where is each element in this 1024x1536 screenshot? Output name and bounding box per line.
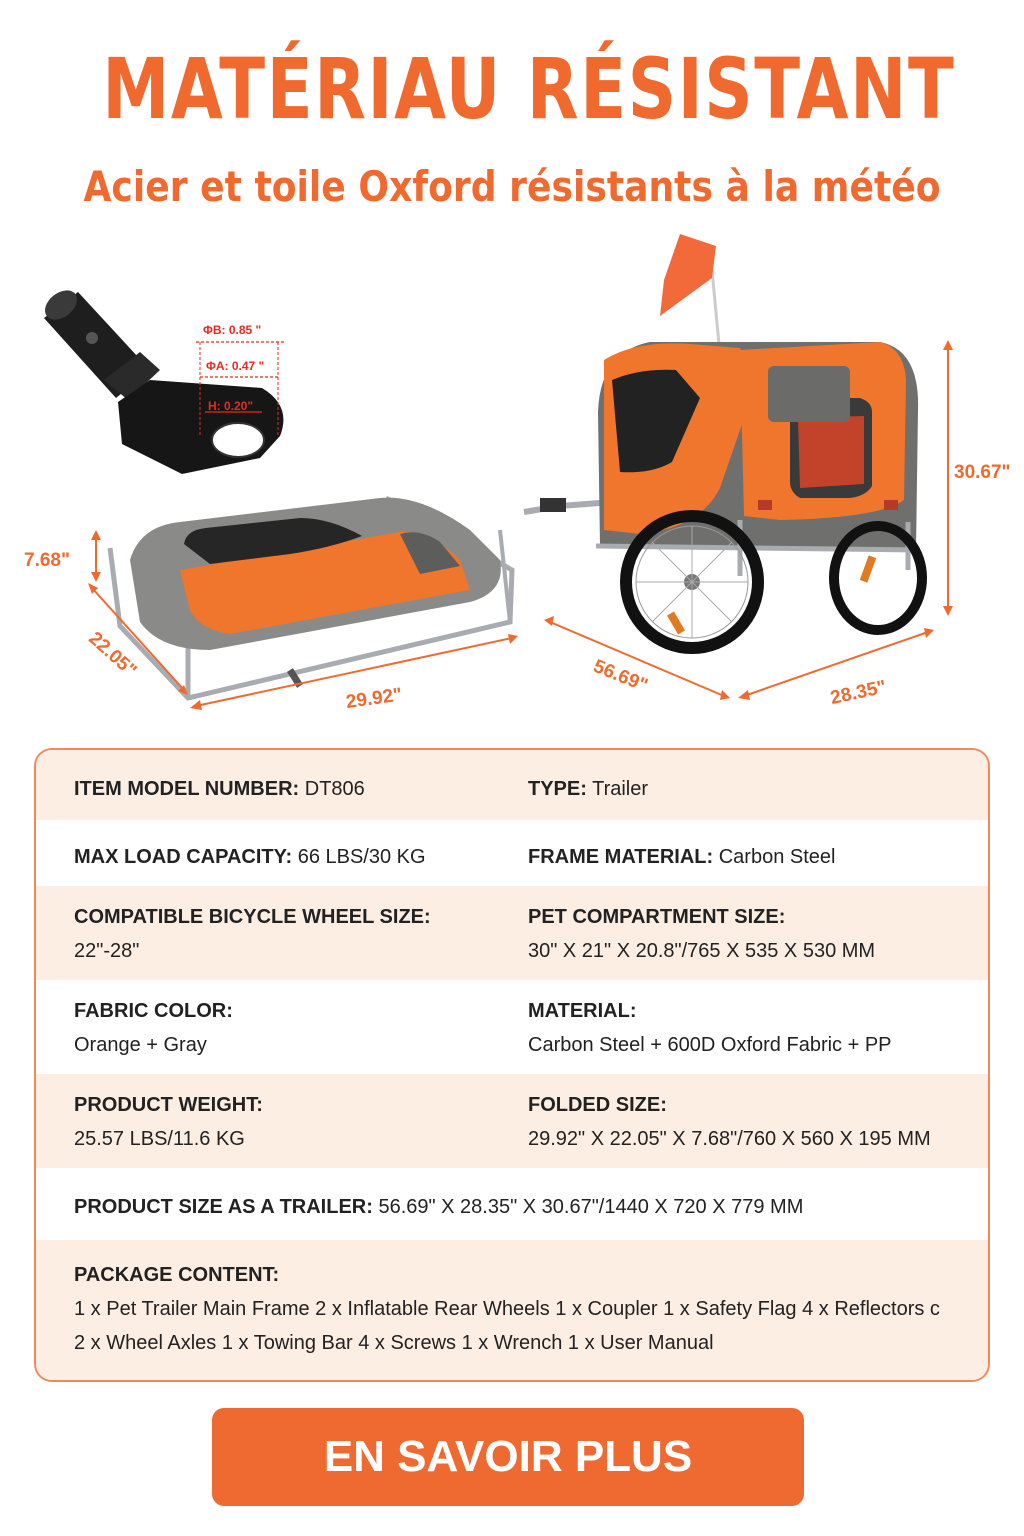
- spec-type-label: TYPE:: [528, 778, 587, 800]
- trailer-height-label: 30.67": [954, 462, 1011, 483]
- folded-height-label: 7.68": [24, 550, 70, 571]
- folded-width-label: 29.92": [344, 684, 404, 714]
- spec-fabric-value: Orange + Gray: [74, 1034, 207, 1056]
- spec-material-label: MATERIAL:: [528, 1000, 637, 1022]
- trailer-length-label: 56.69": [590, 655, 651, 697]
- folded-depth-label: 22.05": [84, 628, 141, 682]
- spec-pet-label: PET COMPARTMENT SIZE:: [528, 906, 786, 928]
- page-title: MATÉRIAU RÉSISTANT: [102, 40, 956, 138]
- spec-frame-label: FRAME MATERIAL:: [528, 846, 714, 868]
- spec-row-7: [36, 1240, 988, 1382]
- spec-package-line1: 1 x Pet Trailer Main Frame 2 x Inflatable Rear Wheels 1 x Coupler 1 x Safety Flag 4 x Reflectors c: [74, 1298, 940, 1320]
- spec-size-label: PRODUCT SIZE AS A TRAILER:: [74, 1196, 373, 1218]
- spec-material-value: Carbon Steel + 600D Oxford Fabric + PP: [528, 1034, 892, 1056]
- spec-size: [74, 1190, 803, 1224]
- spec-row-5: [36, 1074, 988, 1168]
- spec-type: [528, 772, 648, 806]
- spec-size-value: 56.69" X 28.35" X 30.67"/1440 X 720 X 779 MM: [378, 1196, 804, 1218]
- spec-weight-value: 25.57 LBS/11.6 KG: [74, 1128, 245, 1150]
- spec-model-value: DT806: [304, 778, 365, 800]
- spec-row-4: [36, 980, 988, 1074]
- spec-model-label: ITEM MODEL NUMBER:: [74, 778, 300, 800]
- spec-frame: [528, 840, 835, 874]
- coupler-image: [39, 284, 283, 474]
- spec-type-value: Trailer: [592, 778, 649, 800]
- spec-package-line2: 2 x Wheel Axles 1 x Towing Bar 4 x Screws 1 x Wrench 1 x User Manual: [74, 1332, 714, 1354]
- learn-more-button[interactable]: EN SAVOIR PLUS: [212, 1408, 804, 1506]
- spec-frame-value: Carbon Steel: [718, 846, 836, 868]
- spec-load-value: 66 LBS/30 KG: [297, 846, 426, 868]
- folded-trailer-image: [110, 498, 512, 698]
- spec-package-label: PACKAGE CONTENT:: [74, 1264, 280, 1286]
- spec-pet-value: 30" X 21" X 20.8"/765 X 535 X 530 MM: [528, 940, 876, 962]
- spec-row-2: [36, 820, 988, 886]
- trailer-image: [524, 234, 922, 648]
- product-drawings: [0, 230, 1024, 730]
- spec-table: [34, 748, 990, 1382]
- product-illustration: [0, 230, 1024, 730]
- spec-model: [74, 772, 365, 806]
- coupler-phi-b: ΦB: 0.85 ": [203, 323, 262, 337]
- spec-wheel-label: COMPATIBLE BICYCLE WHEEL SIZE:: [74, 906, 431, 928]
- trailer-width-label: 28.35": [828, 676, 889, 709]
- spec-folded-value: 29.92" X 22.05" X 7.68"/760 X 560 X 195 MM: [528, 1128, 931, 1150]
- spec-row-1: [36, 750, 988, 820]
- coupler-h: H: 0.20": [208, 399, 254, 413]
- spec-row-6: [36, 1168, 988, 1240]
- spec-wheel-value: 22"-28": [74, 940, 140, 962]
- spec-load-label: MAX LOAD CAPACITY:: [74, 846, 293, 868]
- coupler-phi-a: ΦA: 0.47 ": [206, 359, 265, 373]
- spec-folded-label: FOLDED SIZE:: [528, 1094, 667, 1116]
- spec-row-3: [36, 886, 988, 980]
- spec-fabric-label: FABRIC COLOR:: [74, 1000, 233, 1022]
- spec-load: [74, 840, 426, 874]
- page-subtitle: Acier et toile Oxford résistants à la météo: [83, 162, 941, 211]
- spec-weight-label: PRODUCT WEIGHT:: [74, 1094, 263, 1116]
